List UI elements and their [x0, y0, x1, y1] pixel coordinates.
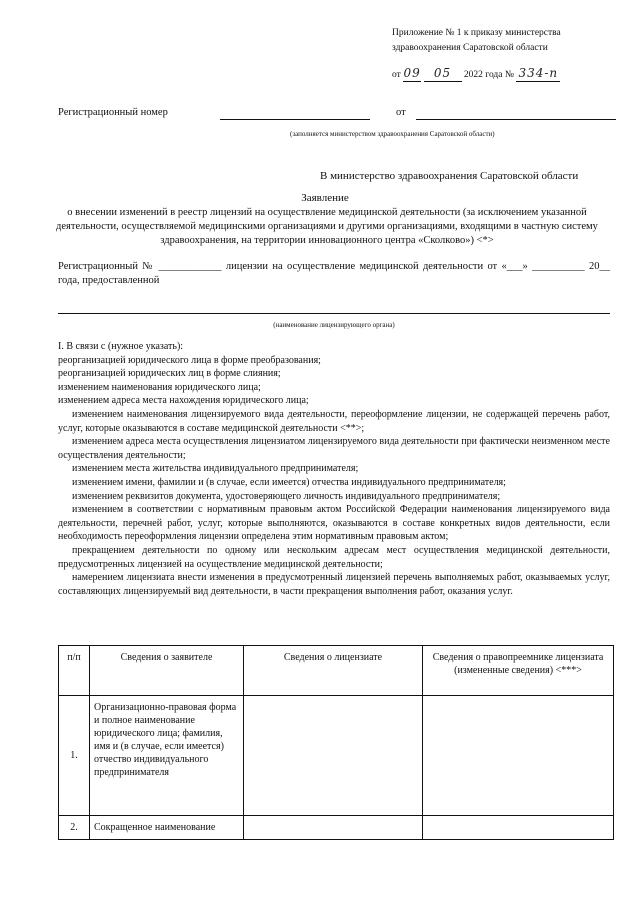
registration-from-label: от: [396, 107, 406, 118]
reason-item: изменением наименования юридического лица;: [58, 381, 261, 393]
registration-number-field[interactable]: [220, 119, 370, 120]
licensee-cell[interactable]: [244, 696, 423, 816]
addressee: В министерство здравоохранения Саратовской области: [320, 170, 579, 182]
reason-item: реорганизацией юридического лица в форме преобразования;: [58, 354, 321, 366]
date-prefix: от: [392, 70, 401, 80]
row-number: 2.: [59, 816, 90, 840]
header-licensee: Сведения о лицензиате: [244, 646, 423, 696]
date-month: 05: [424, 66, 462, 82]
registration-note: (заполняется министерством здравоохранения Саратовской области): [290, 130, 495, 138]
table-row: [59, 696, 614, 816]
reason-item: прекращением деятельности по одному или нескольким адресам мест осуществления медицинской деятельности, предусмотренных лицензией на осуществление медицинской деятельности;: [58, 544, 610, 570]
reason-item: реорганизацией юридических лиц в форме слияния;: [58, 368, 281, 380]
row-number: 1.: [59, 696, 90, 816]
successor-cell[interactable]: [423, 816, 614, 840]
table-header-row: [59, 646, 614, 696]
appendix-date-line: [392, 66, 632, 83]
reasons-list: [58, 340, 610, 598]
reason-item: изменением имени, фамилии и (в случае, если имеется) отчества индивидуального предпринимателя;: [72, 476, 506, 488]
reason-item: изменением адреса места нахождения юридического лица;: [58, 395, 309, 407]
appendix-line-1: Приложение № 1 к приказу министерства: [392, 28, 561, 38]
header-number: п/п: [59, 646, 90, 696]
reasons-heading: I. В связи с (нужное указать):: [58, 341, 184, 352]
number-prefix: №: [504, 70, 514, 80]
order-number: 334-п: [516, 66, 560, 82]
reason-item: намерением лицензиата внести изменения в предусмотренный лицензией перечень выполняемых работ, оказываемых услуг, составляющих лицензируемый вид деятельности, в части прекращения выполнения работ, оказания услуг.: [58, 572, 610, 597]
table-row: [59, 816, 614, 840]
reason-item: изменением наименования лицензируемого вида деятельности, переоформление лицензии, не содержащей перечень работ, услуг, которые оказываются в составе медицинской деятельности <**>;: [58, 408, 610, 434]
reason-item: изменением в соответствии с нормативным правовым актом Российской Федерации наименования лицензируемого вида деятельности, перечней работ, услуг, которые выполняются, оказываются в составе конкретных видов деятельности, если необходимость переоформления лицензии определена этим нормативным правовым актом;: [58, 504, 610, 543]
appendix-header: [392, 26, 632, 83]
successor-cell[interactable]: [423, 696, 614, 816]
licensing-authority-note: (наименование лицензирующего органа): [273, 321, 395, 329]
header-successor: Сведения о правопреемнике лицензиата (измененные сведения) <***>: [423, 646, 614, 696]
reason-item: изменением места жительства индивидуального предпринимателя;: [72, 463, 359, 475]
date-year: 2022 года: [463, 70, 503, 80]
appendix-line-2: здравоохранения Саратовской области: [392, 43, 548, 53]
reason-item: изменением реквизитов документа, удостоверяющего личность индивидуального предпринимателя;: [72, 490, 501, 502]
registration-date-field[interactable]: [416, 119, 616, 120]
document-subtitle: о внесении изменений в реестр лицензий на осуществление медицинской деятельности (за исключением указанной деятельности, осуществляемой медицинскими организациями и другими организациями, входящими в частную систему здравоохранения, на территории инновационного центра «Сколково») <*>: [56, 207, 598, 246]
header-applicant: Сведения о заявителе: [90, 646, 244, 696]
row-label: Сокращенное наименование: [90, 816, 244, 840]
reason-item: изменением адреса места осуществления лицензиатом лицензируемого вида деятельности при фактически неизменном месте осуществления деятельности;: [58, 436, 610, 461]
license-regnum-paragraph: Регистрационный № ____________ лицензии на осуществление медицинской деятельности от «___» __________ 20__ года, предоставленной: [58, 261, 610, 286]
row-label: Организационно-правовая форма и полное наименование юридического лица; фамилия, имя и (в случае, если имеется) отчество индивидуального предпринимателя: [90, 696, 244, 816]
document-title: Заявление: [301, 192, 349, 204]
licensing-authority-field[interactable]: [58, 313, 610, 314]
registration-label: Регистрационный номер: [58, 107, 168, 118]
licensee-cell[interactable]: [244, 816, 423, 840]
information-table: [58, 645, 614, 840]
date-day: 09: [403, 66, 421, 80]
